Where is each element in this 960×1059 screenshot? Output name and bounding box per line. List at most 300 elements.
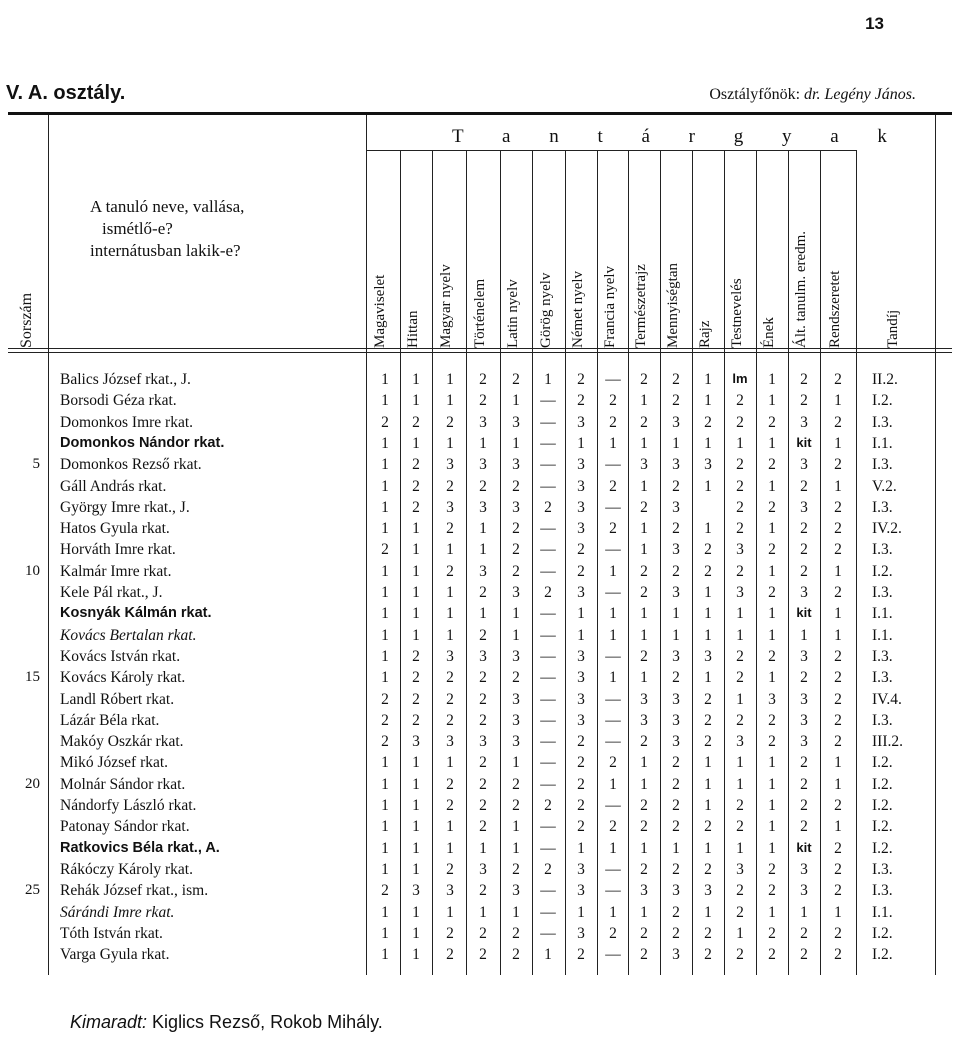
table-row (0, 754, 960, 776)
grade-cell: 1 (412, 818, 420, 836)
grade-cell: 3 (446, 498, 454, 516)
grade-cell: 3 (512, 690, 520, 708)
grade-cell: 3 (577, 882, 585, 900)
grade-cell: 2 (736, 477, 744, 495)
grade-cell: — (540, 434, 556, 452)
grade-cell: 2 (544, 860, 552, 878)
grade-cell: — (605, 456, 621, 474)
grade-cell: kit (796, 605, 812, 621)
grade-cell: 1 (446, 371, 454, 388)
grade-cell: 2 (479, 924, 487, 942)
grid-line (366, 150, 856, 151)
grade-cell: 2 (381, 711, 389, 729)
grade-cell: 1 (834, 754, 842, 772)
grade-cell: 2 (800, 818, 808, 836)
grade-cell: 2 (640, 584, 648, 601)
column-header-label: Francia nyelv (601, 265, 618, 348)
grade-cell: 1 (672, 605, 680, 623)
grade-cell: 2 (512, 860, 520, 878)
grade-cell: 1 (381, 946, 389, 964)
grade-cell: 2 (704, 946, 712, 964)
column-header-label: Természetrajz (633, 264, 649, 348)
grade-cell: 2 (544, 584, 552, 601)
grade-cell: 2 (800, 562, 808, 580)
grade-cell: — (605, 371, 621, 388)
grade-cell: 1 (800, 903, 808, 921)
grade-cell: 3 (800, 860, 808, 878)
grade-cell: 2 (736, 711, 744, 729)
grade-cell: 1 (609, 775, 617, 793)
grade-cell: 1 (704, 392, 712, 410)
footer-text: Kiglics Rezső, Rokob Mihály. (152, 1012, 383, 1032)
grade-cell: 2 (512, 520, 520, 538)
table-row (0, 563, 960, 585)
grade-cell: 1 (834, 775, 842, 793)
grade-cell: 1 (446, 626, 454, 644)
grade-cell: 2 (834, 839, 842, 857)
grade-cell: 2 (800, 392, 808, 410)
grade-cell: 1 (381, 605, 389, 623)
column-header-10 (660, 190, 692, 348)
grade-cell: 2 (479, 669, 487, 687)
grade-cell: 2 (736, 498, 744, 516)
grade-cell: 2 (479, 371, 487, 388)
grade-cell: 1 (609, 434, 617, 452)
grade-cell: 2 (834, 797, 842, 814)
tuition-cell: I.2. (872, 839, 893, 857)
grade-cell: 1 (381, 434, 389, 452)
grade-cell: — (540, 605, 556, 623)
grade-cell: 1 (412, 797, 420, 814)
grade-cell: 3 (704, 647, 712, 665)
grade-cell: 3 (736, 541, 744, 559)
grade-cell: 1 (412, 562, 420, 580)
grade-cell: 2 (446, 520, 454, 538)
grade-cell: 2 (512, 541, 520, 559)
grade-cell: 3 (672, 711, 680, 729)
grade-cell: 2 (512, 946, 520, 964)
grade-cell: 2 (800, 520, 808, 538)
grade-cell: 2 (446, 797, 454, 814)
grade-cell: 2 (800, 754, 808, 772)
grade-cell: 3 (446, 456, 454, 474)
grade-cell: — (605, 733, 621, 751)
grade-cell: 2 (609, 520, 617, 538)
column-header-3 (432, 190, 466, 348)
grade-cell: 1 (704, 669, 712, 687)
tuition-cell: I.3. (872, 456, 893, 474)
grade-cell: 1 (412, 520, 420, 538)
grade-cell: 2 (446, 477, 454, 495)
grade-cell: 1 (736, 924, 744, 942)
grade-cell: 1 (412, 392, 420, 410)
grade-cell: 1 (446, 584, 454, 601)
grade-cell: 3 (672, 647, 680, 665)
grade-cell: 2 (834, 647, 842, 665)
grade-cell: 3 (768, 690, 776, 708)
grade-cell: 1 (834, 477, 842, 495)
grade-cell: 2 (672, 520, 680, 538)
grade-cell: 1 (834, 626, 842, 644)
table-row (0, 946, 960, 968)
grade-cell: 1 (704, 584, 712, 601)
class-title: V. A. osztály. (6, 82, 126, 104)
table-row (0, 925, 960, 947)
teacher-label: Osztályfőnök: (709, 86, 801, 103)
grade-cell: 1 (446, 754, 454, 772)
column-header-label: Magyar nyelv (438, 264, 454, 348)
grade-cell: 2 (479, 392, 487, 410)
grade-cell: 1 (381, 669, 389, 687)
grade-cell: 2 (768, 456, 776, 474)
grade-cell: — (605, 860, 621, 878)
grade-cell: 2 (609, 413, 617, 431)
grade-cell: 2 (381, 733, 389, 751)
grade-cell: 3 (672, 690, 680, 708)
grade-cell: 2 (446, 562, 454, 580)
tuition-cell: I.1. (872, 626, 893, 644)
grade-cell: 2 (704, 924, 712, 942)
table-row (0, 648, 960, 670)
grade-cell: 2 (672, 924, 680, 942)
grade-cell: 2 (512, 562, 520, 580)
grade-cell: 3 (640, 882, 648, 900)
grade-cell: 1 (704, 839, 712, 857)
grade-cell: 2 (672, 754, 680, 772)
grade-cell: 1 (768, 477, 776, 495)
grade-cell: — (540, 754, 556, 772)
grade-cell: 2 (834, 690, 842, 708)
tuition-cell: I.2. (872, 562, 893, 580)
grade-cell: — (540, 882, 556, 900)
table-row (0, 691, 960, 713)
grade-cell: 1 (512, 903, 520, 921)
grade-cell: 2 (672, 371, 680, 388)
grade-cell: 1 (704, 797, 712, 814)
grade-cell: 2 (768, 498, 776, 516)
grade-cell: 2 (834, 520, 842, 538)
grade-cell: 1 (640, 520, 648, 538)
grade-cell: 2 (736, 413, 744, 431)
grade-cell: 1 (381, 860, 389, 878)
grade-cell: 2 (512, 924, 520, 942)
grade-cell: 2 (704, 711, 712, 729)
grade-cell: 1 (446, 541, 454, 559)
grade-cell: 1 (704, 477, 712, 495)
grade-cell: 2 (412, 647, 420, 665)
column-header-6 (532, 190, 565, 348)
column-header-12 (724, 190, 756, 348)
grade-cell: 3 (672, 733, 680, 751)
grade-cell: 3 (512, 413, 520, 431)
grade-cell: 2 (736, 456, 744, 474)
grade-cell: — (540, 477, 556, 495)
grade-cell: 3 (736, 584, 744, 601)
grade-cell: 2 (479, 690, 487, 708)
student-name: Kovács Bertalan rkat. (60, 626, 197, 644)
grade-cell: 1 (577, 605, 585, 623)
tuition-cell: I.3. (872, 647, 893, 665)
grade-cell: 2 (479, 797, 487, 814)
grade-cell: — (605, 797, 621, 814)
grade-cell: lm (732, 371, 748, 386)
grade-cell: 3 (577, 498, 585, 516)
grade-cell: 3 (479, 733, 487, 751)
grade-cell: 1 (577, 903, 585, 921)
grade-cell: — (540, 647, 556, 665)
grade-cell: 2 (834, 711, 842, 729)
grade-cell: 1 (768, 818, 776, 836)
grade-cell: 2 (640, 797, 648, 814)
grade-cell: 2 (412, 477, 420, 495)
grade-cell: 3 (512, 584, 520, 601)
grade-cell: 3 (577, 924, 585, 942)
grade-cell: 3 (446, 733, 454, 751)
grade-cell: 2 (640, 733, 648, 751)
table-row (0, 499, 960, 521)
grade-cell: 2 (479, 584, 487, 601)
grade-cell: 2 (446, 669, 454, 687)
column-header-label: Latin nyelv (505, 279, 521, 348)
table-row (0, 584, 960, 606)
grade-cell: 2 (640, 562, 648, 580)
table-row (0, 627, 960, 649)
grade-cell: 1 (736, 434, 744, 452)
grade-cell: 2 (640, 946, 648, 964)
grade-cell: 3 (577, 860, 585, 878)
grade-cell: 2 (640, 860, 648, 878)
grade-cell: 2 (834, 498, 842, 516)
table-row (0, 818, 960, 840)
grade-cell: 1 (412, 860, 420, 878)
student-name: Kosnyák Kálmán rkat. (60, 605, 212, 622)
grade-cell: — (605, 690, 621, 708)
grade-cell: 1 (381, 754, 389, 772)
grade-cell: 1 (381, 839, 389, 857)
tuition-cell: I.2. (872, 775, 893, 793)
grade-cell: 2 (834, 456, 842, 474)
grade-cell: 2 (768, 946, 776, 964)
grade-cell: — (605, 498, 621, 516)
grade-cell: 1 (609, 669, 617, 687)
student-name: Molnár Sándor rkat. (60, 775, 186, 793)
grade-cell: 2 (479, 754, 487, 772)
table-row (0, 669, 960, 691)
grade-cell: 2 (609, 924, 617, 942)
table-row (0, 882, 960, 904)
grade-cell: 1 (834, 392, 842, 410)
grade-cell: 2 (640, 647, 648, 665)
grade-cell: 3 (736, 733, 744, 751)
header-sorszam: Sorszám (18, 292, 35, 348)
table-row (0, 414, 960, 436)
student-name: Varga Gyula rkat. (60, 946, 170, 964)
grade-cell: kit (796, 434, 812, 450)
grade-cell: 2 (672, 669, 680, 687)
grade-cell: 1 (640, 669, 648, 687)
name-header-line-1: A tanuló neve, vallása, (90, 197, 245, 216)
grade-cell: 1 (704, 775, 712, 793)
tuition-cell: III.2. (872, 733, 903, 751)
grade-cell: 3 (640, 711, 648, 729)
grade-cell: 1 (512, 392, 520, 410)
footer-label: Kimaradt: (70, 1012, 148, 1032)
grade-cell: — (605, 946, 621, 964)
tuition-cell: IV.2. (872, 520, 902, 538)
grade-cell: 2 (640, 498, 648, 516)
grade-cell: — (540, 669, 556, 687)
grade-cell: — (540, 541, 556, 559)
grade-cell: 3 (479, 562, 487, 580)
grade-cell: 1 (381, 456, 389, 474)
grade-cell: 1 (544, 946, 552, 964)
student-name: Rákóczy Károly rkat. (60, 860, 193, 878)
student-name: Makóy Oszkár rkat. (60, 733, 184, 751)
grade-cell: 1 (381, 924, 389, 942)
table-row (0, 541, 960, 563)
grade-cell: 1 (446, 818, 454, 836)
grade-cell: 1 (640, 434, 648, 452)
grade-cell: 1 (479, 839, 487, 857)
grade-cell: 2 (640, 818, 648, 836)
grade-cell: 3 (577, 477, 585, 495)
grade-cell: 3 (512, 647, 520, 665)
table-row (0, 520, 960, 542)
grade-cell: 1 (381, 392, 389, 410)
grade-cell: 2 (800, 541, 808, 559)
subjects-group-title: T a n t á r g y a k (452, 126, 904, 147)
grade-cell: 2 (768, 541, 776, 559)
grade-cell: 1 (640, 839, 648, 857)
grade-cell: 3 (704, 456, 712, 474)
grade-cell: 1 (800, 626, 808, 644)
grade-cell: 1 (640, 541, 648, 559)
table-row (0, 605, 960, 627)
grade-cell: 1 (381, 775, 389, 793)
grade-cell: 3 (800, 711, 808, 729)
grade-cell: 2 (381, 690, 389, 708)
grade-cell: 1 (704, 626, 712, 644)
grade-cell: 2 (512, 477, 520, 495)
grade-cell: 3 (736, 860, 744, 878)
grade-cell: 2 (800, 775, 808, 793)
grid-line (8, 352, 952, 353)
student-name: Patonay Sándor rkat. (60, 818, 190, 836)
grade-cell: 3 (412, 733, 420, 751)
grade-cell: 3 (446, 882, 454, 900)
grade-cell: 1 (834, 818, 842, 836)
grade-cell: 2 (736, 903, 744, 921)
grade-cell: — (540, 562, 556, 580)
table-row (0, 712, 960, 734)
student-name: Mikó József rkat. (60, 754, 169, 772)
grade-cell: 2 (577, 562, 585, 580)
grade-cell: 1 (834, 605, 842, 623)
column-header-label: Rajz (697, 320, 713, 348)
grade-cell: 3 (800, 584, 808, 601)
grade-cell: 2 (446, 413, 454, 431)
grade-cell: 2 (640, 924, 648, 942)
grade-cell: 3 (704, 882, 712, 900)
grade-cell: 2 (800, 371, 808, 388)
grade-cell: 1 (640, 775, 648, 793)
student-name: Rehák József rkat., ism. (60, 882, 209, 900)
grade-cell: 2 (577, 775, 585, 793)
grade-cell: 2 (768, 882, 776, 900)
grade-cell: 3 (512, 498, 520, 516)
grade-cell: — (540, 626, 556, 644)
grade-cell: 3 (412, 882, 420, 900)
tuition-cell: I.2. (872, 818, 893, 836)
grade-cell: 1 (381, 584, 389, 601)
grade-cell: 3 (800, 733, 808, 751)
grade-cell: 2 (672, 477, 680, 495)
grade-cell: 1 (446, 605, 454, 623)
tuition-cell: I.2. (872, 392, 893, 410)
grade-cell: 3 (577, 711, 585, 729)
grade-cell: 1 (704, 754, 712, 772)
table-row (0, 371, 960, 393)
grade-cell: 1 (381, 371, 389, 388)
grade-cell: 1 (768, 797, 776, 814)
grade-cell: 2 (736, 797, 744, 814)
grade-cell: 1 (479, 605, 487, 623)
grid-line (8, 348, 952, 349)
grade-cell: 2 (446, 946, 454, 964)
grade-cell: 1 (381, 903, 389, 921)
grade-cell: 1 (768, 392, 776, 410)
grade-cell: 2 (412, 711, 420, 729)
grade-cell: 3 (479, 498, 487, 516)
grade-cell: 3 (640, 690, 648, 708)
grade-cell: 3 (672, 584, 680, 601)
grade-cell: 1 (609, 562, 617, 580)
student-name: Horváth Imre rkat. (60, 541, 176, 559)
grade-cell: 2 (609, 392, 617, 410)
grade-cell: 1 (512, 434, 520, 452)
grade-cell: 2 (412, 413, 420, 431)
grade-cell: 1 (640, 392, 648, 410)
table-row (0, 456, 960, 478)
grade-cell: 2 (544, 797, 552, 814)
grade-cell: 1 (736, 605, 744, 623)
grade-cell: 1 (609, 903, 617, 921)
grade-cell: 1 (704, 605, 712, 623)
grade-cell: 1 (381, 797, 389, 814)
grade-cell: 2 (479, 775, 487, 793)
grade-cell: 3 (800, 882, 808, 900)
grade-cell: 3 (672, 541, 680, 559)
grade-cell: 1 (640, 754, 648, 772)
grade-cell: 1 (609, 839, 617, 857)
grade-cell: — (605, 584, 621, 601)
grade-cell: 1 (768, 669, 776, 687)
student-name: Nándorfy László rkat. (60, 797, 197, 814)
grade-cell: — (540, 839, 556, 857)
grade-cell: 2 (834, 946, 842, 964)
grade-cell: 1 (412, 839, 420, 857)
column-header-label: Rendszeretet (827, 270, 843, 348)
grade-cell: 2 (768, 733, 776, 751)
grade-cell: 1 (446, 903, 454, 921)
grade-cell: 3 (577, 669, 585, 687)
grade-cell: 2 (704, 413, 712, 431)
tuition-cell: I.2. (872, 946, 893, 964)
grade-cell: — (540, 690, 556, 708)
grade-cell: — (605, 647, 621, 665)
grade-cell: 2 (704, 690, 712, 708)
grade-cell: 2 (736, 882, 744, 900)
